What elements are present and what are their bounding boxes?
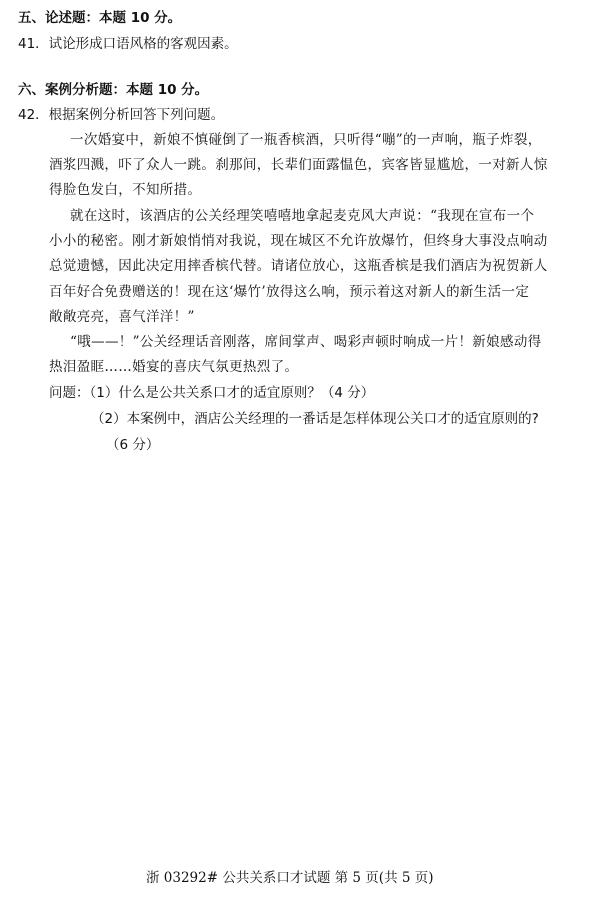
page-footer: 浙 03292# 公共关系口才试题 第 5 页(共 5 页) <box>146 870 434 886</box>
case-line: “哦——！”公关经理话音刚落，席间掌声、喝彩声顿时响成一片！新娘感动得 <box>70 334 542 350</box>
case-line: 敞敞亮亮，喜气洋洋！” <box>49 309 195 325</box>
question-2: （2）本案例中，酒店公关经理的一番话是怎样体现公关口才的适宜原则的? <box>91 411 539 427</box>
case-line: 一次婚宴中，新娘不慎碰倒了一瓶香槟酒，只听得“嘣”的一声响，瓶子炸裂， <box>70 132 542 148</box>
case-line: 热泪盈眶……婚宴的喜庆气氛更热烈了。 <box>49 359 299 375</box>
section-6-heading: 六、案例分析题：本题 10 分。 <box>18 82 209 98</box>
case-line: 就在这时，该酒店的公关经理笑嘻嘻地拿起麦克风大声说：“我现在宣布一个 <box>70 208 535 224</box>
case-line: 酒浆四溅，吓了众人一跳。刹那间，长辈们面露愠色，宾客皆显尴尬，一对新人惊 <box>49 157 548 173</box>
case-line: 百年好合免费赠送的！现在这‘爆竹’放得这么响，预示着这对新人的新生活一定 <box>49 284 530 300</box>
case-line: 总觉遗憾，因此决定用摔香槟代替。请诸位放心，这瓶香槟是我们酒店为祝贺新人 <box>49 258 548 274</box>
question-2-points: （6 分） <box>106 437 160 453</box>
question-42: 42．根据案例分析回答下列问题。 <box>18 107 225 123</box>
case-line: 得脸色发白，不知所措。 <box>49 182 202 198</box>
question-1: 问题：（1）什么是公共关系口才的适宜原则？（4 分） <box>49 385 375 401</box>
case-line: 小小的秘密。刚才新娘悄悄对我说，现在城区不允许放爆竹，但终身大事没点响动 <box>49 233 548 249</box>
section-5-heading: 五、论述题：本题 10 分。 <box>18 10 182 26</box>
question-41: 41．试论形成口语风格的客观因素。 <box>18 36 238 52</box>
